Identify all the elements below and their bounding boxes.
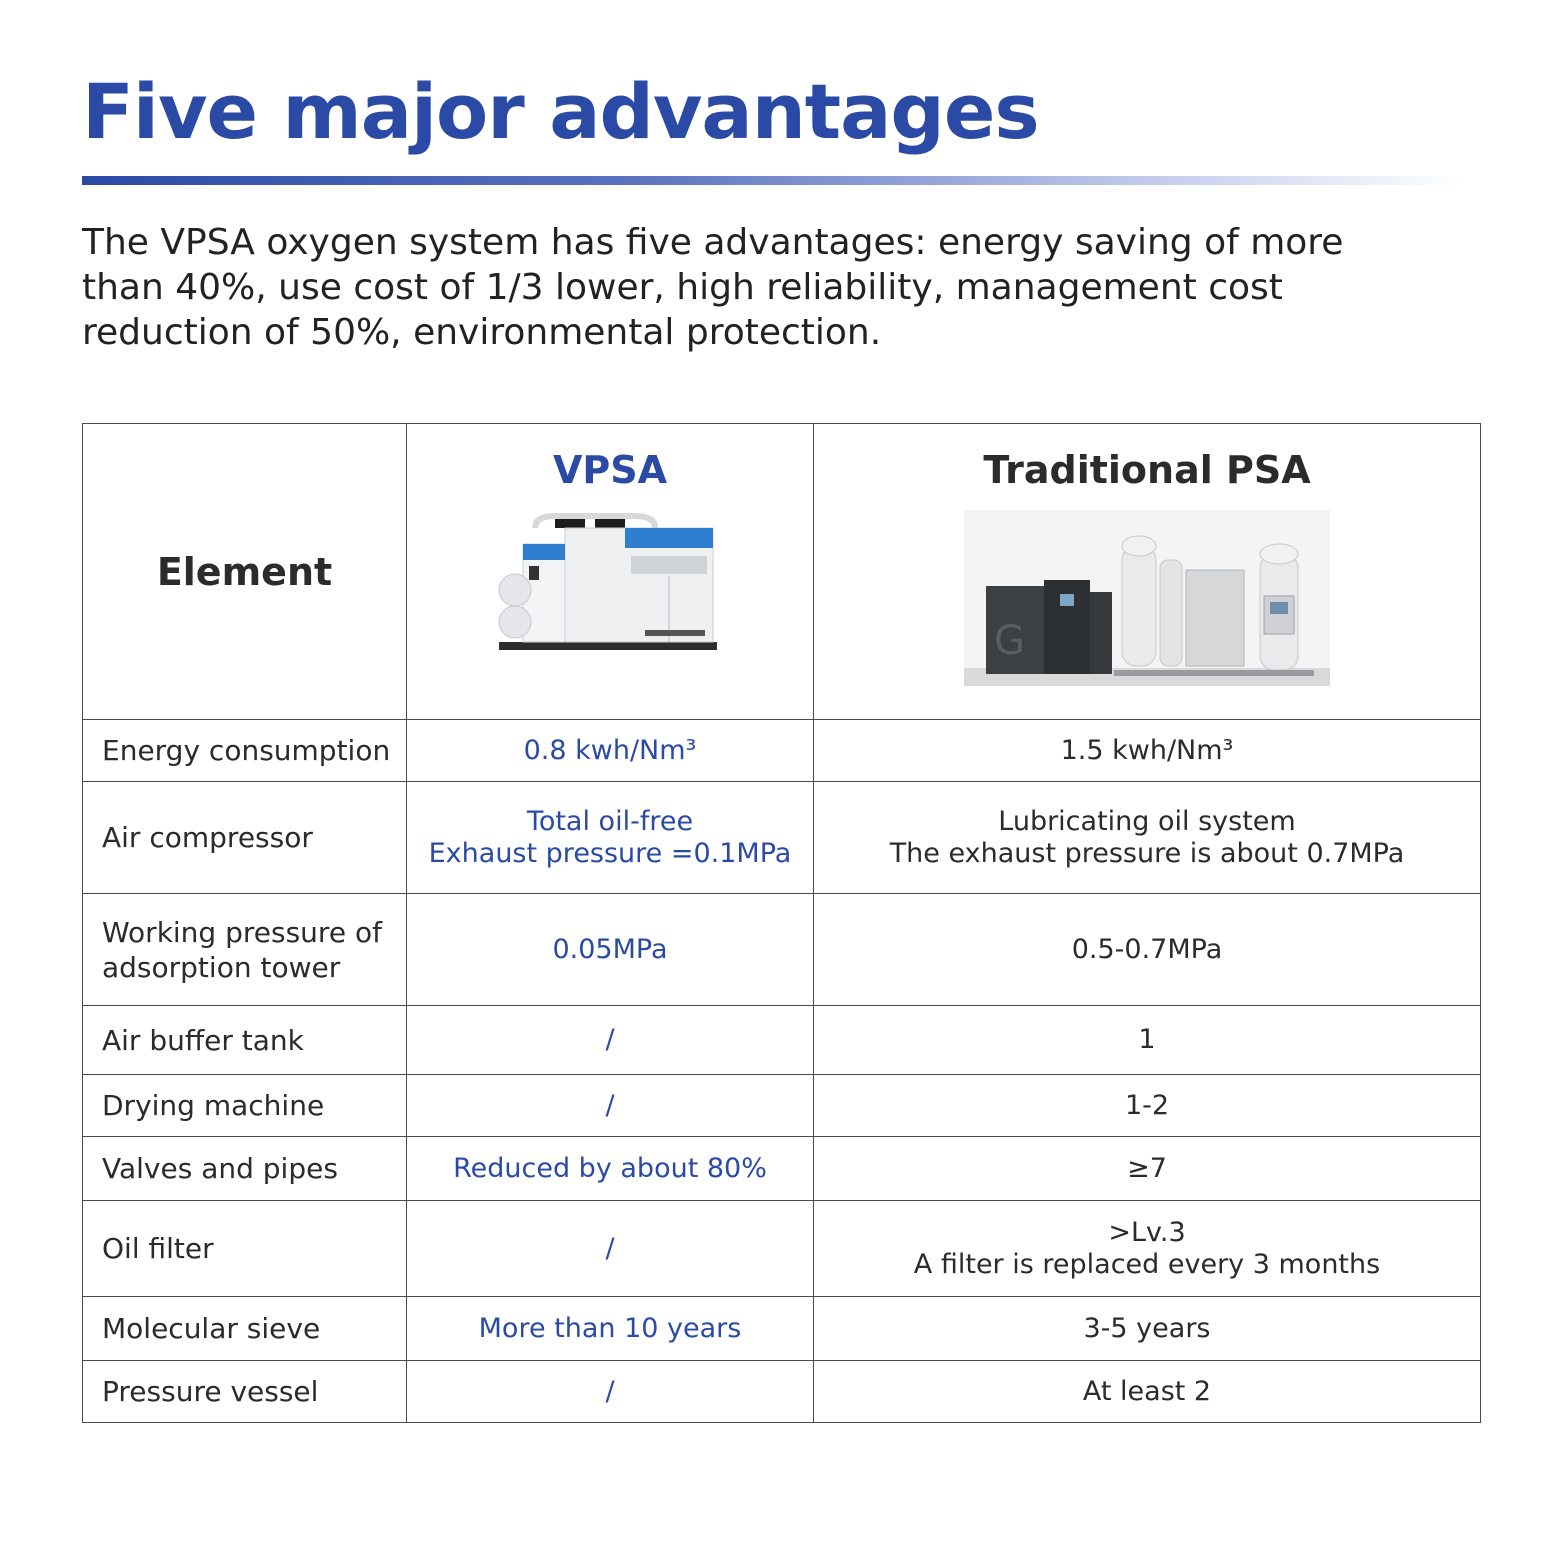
table-row: [83, 782, 1481, 894]
psa-value: The exhaust pressure is about 0.7MPa: [889, 837, 1405, 869]
vpsa-machine-image: [495, 506, 725, 656]
psa-value: ≥7: [1127, 1152, 1167, 1184]
table-row: [83, 894, 1481, 1006]
title-underline: [82, 176, 1462, 185]
vpsa-value: 0.8 kwh/Nm³: [523, 734, 697, 766]
row-label: Working pressure of adsorption tower: [83, 894, 407, 1006]
table-header-row: [83, 424, 1481, 720]
table-row: [83, 1361, 1481, 1423]
psa-value-cell: [814, 1361, 1481, 1423]
row-label: Pressure vessel: [83, 1361, 407, 1423]
row-label: Molecular sieve: [83, 1297, 407, 1361]
psa-value-cell: [814, 782, 1481, 894]
psa-value: 0.5-0.7MPa: [1071, 933, 1223, 965]
psa-value: >Lv.3: [1108, 1216, 1186, 1248]
psa-value: 3-5 years: [1083, 1312, 1211, 1344]
psa-value-cell: [814, 1137, 1481, 1201]
row-label: Air compressor: [83, 782, 407, 894]
table-row: [83, 1006, 1481, 1075]
vpsa-value-cell: [407, 1297, 814, 1361]
vpsa-value-cell: [407, 1361, 814, 1423]
table-row: [83, 1137, 1481, 1201]
vpsa-value-cell: [407, 1201, 814, 1297]
header-element: Element: [83, 424, 407, 720]
vpsa-value: Total oil-free: [526, 805, 694, 837]
header-vpsa: VPSA: [552, 448, 668, 492]
vpsa-value: Reduced by about 80%: [453, 1152, 767, 1184]
vpsa-value-cell: [407, 720, 814, 782]
psa-value-cell: [814, 1201, 1481, 1297]
vpsa-value: /: [605, 1089, 615, 1121]
vpsa-value: More than 10 years: [478, 1312, 742, 1344]
header-psa-cell: [814, 424, 1481, 720]
vpsa-value-cell: [407, 894, 814, 1006]
psa-value: 1.5 kwh/Nm³: [1060, 734, 1234, 766]
vpsa-value-cell: [407, 1006, 814, 1075]
psa-value-cell: [814, 1006, 1481, 1075]
page-title: Five major advantages: [82, 67, 1039, 156]
vpsa-value: 0.05MPa: [552, 933, 668, 965]
psa-value: Lubricating oil system: [998, 805, 1296, 837]
intro-paragraph: The VPSA oxygen system has five advantages: energy saving of more than 40%, use cost of 1/3 lower, high reliability, management cost reduction of 50%, environmental protection.: [82, 222, 1344, 353]
vpsa-value: /: [605, 1024, 615, 1055]
psa-machine-image: [964, 510, 1330, 686]
svg-text:G: G: [994, 618, 1025, 664]
row-label: Air buffer tank: [83, 1006, 407, 1075]
table-row: [83, 720, 1481, 782]
psa-value: At least 2: [1082, 1375, 1212, 1407]
row-label: Drying machine: [83, 1075, 407, 1137]
row-label: Oil filter: [83, 1201, 407, 1297]
psa-value: 1: [1138, 1024, 1156, 1055]
psa-value-cell: [814, 1075, 1481, 1137]
table-row: [83, 1075, 1481, 1137]
psa-value: 1-2: [1124, 1089, 1170, 1121]
row-label: Energy consumption: [83, 720, 407, 782]
row-label: Valves and pipes: [83, 1137, 407, 1201]
vpsa-value: /: [605, 1232, 615, 1264]
psa-value-cell: [814, 894, 1481, 1006]
vpsa-value-cell: [407, 782, 814, 894]
header-psa: Traditional PSA: [983, 448, 1311, 492]
psa-value: A filter is replaced every 3 months: [913, 1248, 1381, 1280]
psa-value-cell: [814, 720, 1481, 782]
vpsa-value: Exhaust pressure =0.1MPa: [428, 837, 792, 869]
vpsa-value: /: [605, 1375, 615, 1407]
table-row: [83, 1201, 1481, 1297]
psa-value-cell: [814, 1297, 1481, 1361]
vpsa-value-cell: [407, 1075, 814, 1137]
comparison-table: [82, 423, 1481, 1423]
header-vpsa-cell: [407, 424, 814, 720]
table-row: [83, 1297, 1481, 1361]
vpsa-value-cell: [407, 1137, 814, 1201]
